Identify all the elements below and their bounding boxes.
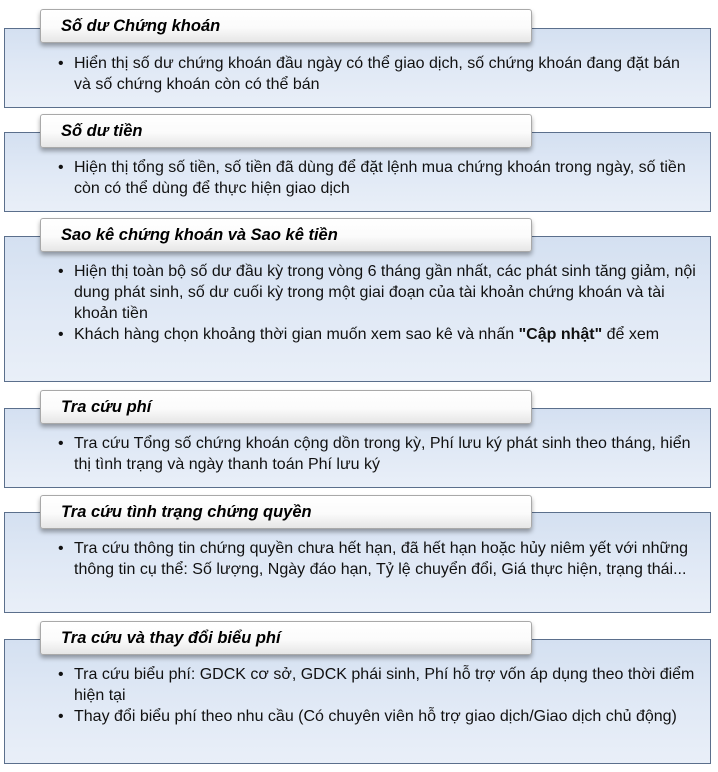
bullet-icon: • xyxy=(58,435,64,452)
list-item: • Tra cứu Tổng số chứng khoán cộng dồn trong kỳ, Phí lưu ký phát sinh theo tháng, hiển thị tình trạng và ngày thanh toán Phí lưu ký xyxy=(58,435,691,473)
section-title-so-du-chung-khoan: Số dư Chứng khoán xyxy=(40,9,532,43)
bullet-icon: • xyxy=(58,159,64,176)
list-item: • Thay đổi biểu phí theo nhu cầu (Có chuyên viên hỗ trợ giao dịch/Giao dịch chủ động) xyxy=(58,708,677,725)
list-item: • Hiển thị số dư chứng khoán đầu ngày có thể giao dịch, số chứng khoán đang đặt bán và số chứng khoán còn có thể bán xyxy=(58,55,680,93)
bullet-icon: • xyxy=(58,666,64,683)
list-item: • Hiện thị tổng số tiền, số tiền đã dùng để đặt lệnh mua chứng khoán trong ngày, số tiền còn có thể dùng để thực hiện giao dịch xyxy=(58,159,686,197)
bullet-list xyxy=(58,261,698,345)
bullet-list xyxy=(58,538,698,580)
bullet-list xyxy=(58,664,698,727)
update-keyword: "Cập nhật" xyxy=(518,326,603,343)
list-item: • Khách hàng chọn khoảng thời gian muốn xem sao kê và nhấn "Cập nhật" để xem xyxy=(58,326,660,343)
section-title-sao-ke: Sao kê chứng khoán và Sao kê tiền xyxy=(40,218,532,252)
bullet-list xyxy=(58,433,698,475)
bullet-icon: • xyxy=(58,55,64,72)
bullet-list xyxy=(58,53,698,95)
section-title-chung-quyen: Tra cứu tình trạng chứng quyền xyxy=(40,495,532,529)
section-title-bieu-phi: Tra cứu và thay đổi biểu phí xyxy=(40,621,532,655)
list-item: • Hiện thị toàn bộ số dư đầu kỳ trong vòng 6 tháng gần nhất, các phát sinh tăng giảm, nội dung phát sinh, số dư cuối kỳ trong một giai đoạn của tài khoản chứng khoán và tài khoản tiền xyxy=(58,263,696,322)
bullet-icon: • xyxy=(58,540,64,557)
list-item: • Tra cứu thông tin chứng quyền chưa hết hạn, đã hết hạn hoặc hủy niêm yết với những thông tin cụ thể: Số lượng, Ngày đáo hạn, Tỷ lệ chuyển đổi, Giá thực hiện, trạng thái... xyxy=(58,540,689,578)
bullet-list xyxy=(58,157,698,199)
bullet-icon: • xyxy=(58,263,64,280)
list-item: • Tra cứu biểu phí: GDCK cơ sở, GDCK phái sinh, Phí hỗ trợ vốn áp dụng theo thời điểm hiện tại xyxy=(58,666,695,704)
bullet-icon: • xyxy=(58,708,64,725)
section-title-tra-cuu-phi: Tra cứu phí xyxy=(40,390,532,424)
bullet-icon: • xyxy=(58,326,64,343)
section-title-so-du-tien: Số dư tiền xyxy=(40,114,532,148)
